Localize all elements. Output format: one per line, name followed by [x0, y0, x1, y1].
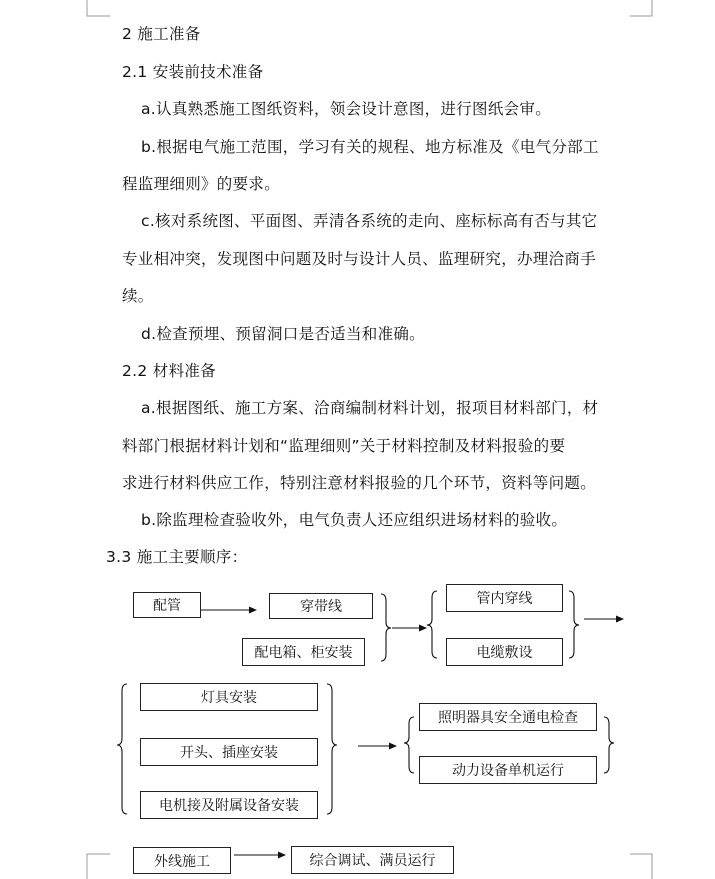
subsection-heading: 2.1 安装前技术准备: [122, 63, 264, 81]
flow-box-distribution-box: 配电箱、柜安装: [242, 638, 365, 666]
flow-box-pull-wire: 穿带线: [269, 593, 373, 619]
flow-box-cable-laying: 电缆敷设: [446, 638, 563, 666]
flow-box-switch-socket: 开头、插座安装: [140, 738, 318, 766]
brace-open: [404, 717, 414, 773]
flow-box-external-line: 外线施工: [133, 847, 231, 874]
paragraph-line: b.根据电气施工范围，学习有关的规程、地方标准及《电气分部工: [141, 138, 599, 156]
flow-box-conduit: 配管: [133, 592, 201, 618]
paragraph-line: c.核对系统图、平面图、弄清各系统的走向、座标标高有否与其它: [141, 212, 598, 230]
flow-box-wire-in-conduit: 管内穿线: [446, 584, 563, 612]
paragraph-line: b.除监理检查验收外，电气负责人还应组织进场材料的验收。: [141, 511, 568, 529]
subsection-heading: 3.3 施工主要顺序：: [106, 548, 248, 566]
paragraph-line: 料部门根据材料计划和“监理细则”关于材料控制及材料报验的要: [122, 437, 566, 455]
brace-close: [569, 591, 579, 658]
paragraph-line: d.检查预埋、预留洞口是否适当和准确。: [141, 325, 425, 343]
subsection-heading: 2.2 材料准备: [122, 362, 216, 380]
flow-box-motor-equipment: 电机接及附属设备安装: [140, 791, 318, 819]
brace-close: [327, 684, 337, 814]
paragraph-line: 续。: [122, 287, 154, 305]
paragraph-line: 专业相冲突，发现图中问题及时与设计人员、监理研究，办理洽商手: [122, 250, 597, 268]
flow-box-lamp-install: 灯具安装: [140, 683, 318, 711]
paragraph-line: 求进行材料供应工作，特别注意材料报验的几个环节，资料等问题。: [122, 474, 597, 492]
flow-box-power-equipment-run: 动力设备单机运行: [419, 756, 597, 784]
flow-box-lighting-check: 照明器具安全通电检查: [419, 703, 597, 731]
paragraph-line: a.根据图纸、施工方案、洽商编制材料计划，报项目材料部门，材: [141, 399, 599, 417]
paragraph-line: a.认真熟悉施工图纸资料，领会设计意图，进行图纸会审。: [141, 100, 552, 118]
section-heading: 2 施工准备: [122, 25, 201, 43]
brace-close: [604, 717, 614, 773]
brace-open: [427, 591, 437, 658]
brace-open: [117, 684, 127, 814]
brace-close: [381, 594, 391, 661]
paragraph-line: 程监理细则》的要求。: [122, 175, 281, 193]
flow-box-commissioning: 综合调试、满员运行: [291, 846, 454, 874]
